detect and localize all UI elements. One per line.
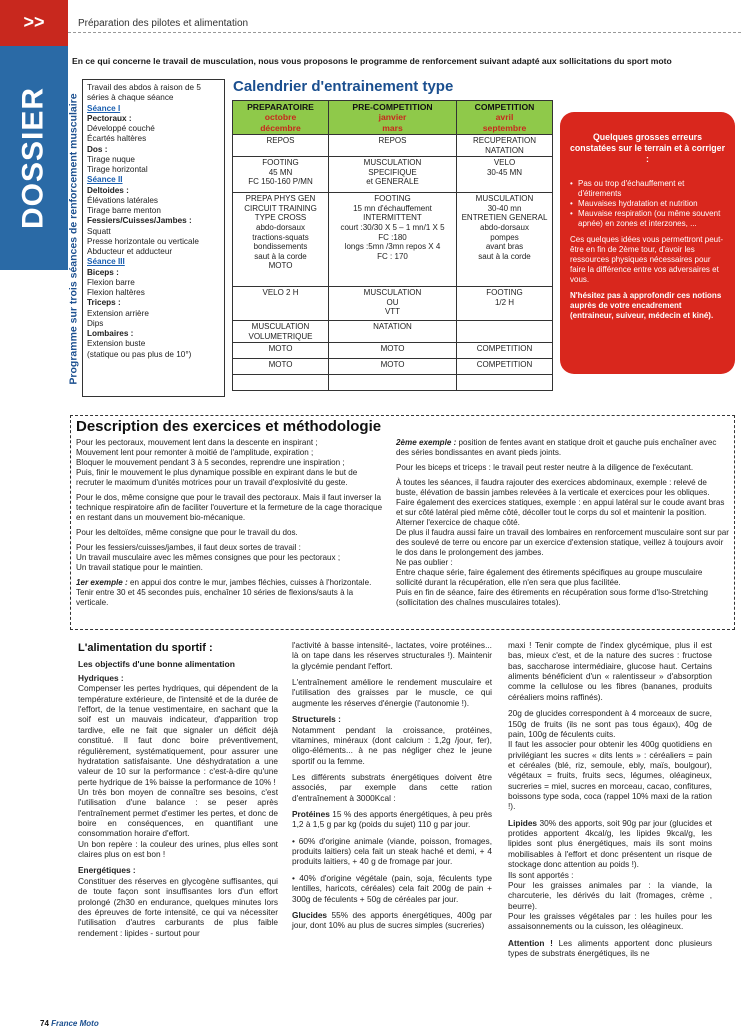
description-paragraph: Pour les pectoraux, mouvement lent dans la descente en inspirant ; Mouvement lent pour remonter à moitié de l'amplitude, expiration ; Bloquer le mouvement pendant 3 à 5 secondes, reprendre une inspiration ; Puis, finir le mouvement le plus dynamique possible en expirant dans le but de recruter le maximum d'unités motrices pour un travail d'explosivité du geste. xyxy=(76,438,358,488)
calendar-cell: MUSCULATION OU VTT xyxy=(329,287,457,321)
alimentation-paragraph xyxy=(292,677,492,708)
period-name: PREPARATOIRE xyxy=(247,102,314,112)
calendar-cell xyxy=(457,375,553,391)
section-chevron: >> xyxy=(0,0,68,46)
period-start: octobre xyxy=(264,112,297,123)
exercise-item: Extension buste xyxy=(87,339,146,349)
calendar-header-1 xyxy=(233,101,329,135)
alimentation-paragraph xyxy=(78,673,278,859)
intro-text: En ce qui concerne le travail de musculation, nous vous proposons le programme de renforcement suivant adapté aux sollicitations du sport moto xyxy=(72,56,672,66)
error-item: • Mauvaises hydratation et nutrition xyxy=(570,199,725,209)
exercise-item: Écartés haltères xyxy=(87,134,147,144)
alimentation-paragraph xyxy=(292,836,492,867)
alimentation-text: maxi ! Tenir compte de l'index glycémique, plus il est bas, mieux c'est, et de la nature des sucres : fructose bas, saccharose intermédiaire, glucose haut. Certains aliments bénéficient d'un « ralentisseur » d'absorption comme la cellulose ou les fibres (bananes, produits céréaliers moins raffinés). xyxy=(508,640,712,702)
exercise-item: Tirage horizontal xyxy=(87,165,148,174)
description-paragraph: Pour les biceps et triceps : le travail peut rester neutre à la diligence de l'exécutant. xyxy=(396,463,694,473)
exercise-item: Flexion haltères xyxy=(87,288,145,297)
calendar-cell: FOOTING 1/2 H xyxy=(457,287,553,321)
calendar-header-3 xyxy=(457,101,553,135)
alimentation-heading: Hydriques : xyxy=(78,673,124,683)
period-end: décembre xyxy=(260,122,301,133)
alimentation-heading: Protéines xyxy=(292,809,330,820)
calendar-cell: MUSCULATION VOLUMETRIQUE xyxy=(233,321,329,343)
alimentation-paragraph xyxy=(508,938,712,959)
alimentation-heading: Energétiques : xyxy=(78,865,136,876)
muscle-group: Pectoraux : xyxy=(87,113,132,123)
description-paragraph: Pour le dos, même consigne que pour le travail des pectoraux. Mais il faut inverser la technique respiratoire afin de faciliter l'ouverture et la fermeture de la cage thoracique en restant dans un mouvement bio-mécanique. xyxy=(76,493,383,523)
calendar-cell: VELO 30-45 MN xyxy=(457,157,553,193)
alimentation-paragraph xyxy=(292,714,492,766)
description-paragraph: À toutes les séances, il faudra rajouter des exercices abdominaux, exemple : relevé de buste, élévation de bassin jambes relevées à la verticale et exercices pour les obliques. Faire également des exercices statiques, exemple : en appui latéral sur le coude avant bras et sur côté latéral pied même côté, décoller tout le corps du sol et maintenir la position. Alterner l'exercice de chaque côté. De plus il faudra aussi faire un travail des lombaires en renforcement musculaire sont sur par des soulevé de terre ou encore par un exercice d'extension statique, veillez à toujours avoir le dos dans le prolongement des jambes. Ne pas oublier : Entre chaque série, faire également des étirements spécifiques au groupe musculaire sollicité durant la récupération, elle n'en sera que plus facilitée. Puis en fin de séance, faire des étirements en récupération sous forme d'Iso-Stretching (sollicitation des chaînes musculaires totales). xyxy=(396,478,729,608)
alimentation-text: 55% des apports énergétiques, 400g par jour, dont 10% au plus de sucres simples (sucreries) xyxy=(292,909,492,931)
program-box xyxy=(82,79,225,397)
alimentation-text: 15 % des apports énergétiques, à peu près 1,2 à 1,5 g par kg (poids du sujet) 110 g par jour. xyxy=(292,809,492,830)
period-end: septembre xyxy=(482,122,527,133)
alimentation-paragraph xyxy=(292,640,492,671)
description-right-column xyxy=(396,438,730,614)
session-heading: Séance III xyxy=(87,257,125,267)
alimentation-text: Notamment pendant la croissance, protéines, vitamines, minéraux (dont calcium : 1,2g /jour, fer), oligo-éléments... à ne pas négliger chez le jeune sportif ou la femme. xyxy=(292,724,492,766)
alimentation-paragraph xyxy=(292,910,492,931)
muscle-group: Biceps : xyxy=(87,267,119,277)
calendar-cell: VELO 2 H xyxy=(233,287,329,321)
header-title: Préparation des pilotes et alimentation xyxy=(78,18,249,29)
exercise-item: Travail des abdos à raison de 5 séries à chaque séance xyxy=(87,83,201,103)
exercise-item: Presse horizontale ou verticale xyxy=(87,236,199,246)
program-vertical-label: Programme sur trois séances de renforcement musculaire xyxy=(67,93,80,385)
alimentation-paragraph xyxy=(292,772,492,803)
description-paragraph: Pour les fessiers/cuisses/jambes, il faut deux sortes de travail : Un travail musculaire avec les mêmes consignes que pour les pectoraux ; Un travail statique pour le maintien. xyxy=(76,543,341,573)
exercise-item: Élévations latérales xyxy=(87,195,158,205)
errors-title: Quelques grosses erreurs constatées sur le terrain et à corriger : xyxy=(570,132,725,164)
alimentation-text: Les différents substrats énergétiques doivent être associés, par exemple dans cette ration d'entraînement à 3000Kcal : xyxy=(292,771,492,803)
errors-list xyxy=(570,179,725,229)
errors-paragraph: Ces quelques idées vous permettront peut-être en fin de 2ème tour, d'avoir les ressources physiques nécessaires pour faire la différence entre vos adversaires et vous. xyxy=(570,234,723,284)
exercise-item: Dips xyxy=(87,318,104,328)
exercise-item: Développé couché xyxy=(87,124,155,133)
period-end: mars xyxy=(382,122,403,133)
calendar-title: Calendrier d'entrainement type xyxy=(233,78,454,95)
session-heading: Séance II xyxy=(87,175,123,185)
alimentation-text: Constituer des réserves en glycogène suffisantes, qui de toute façon sont insuffisantes lors d'un effort prolongé (2h30 en endurance, quelques minutes lors des épreuves de forte intensité, ce qui va nécessiter l'utilisation d'autres carburants de plus faible rendement : lipides - surtout pour xyxy=(78,875,278,938)
exercise-item: Extension arrière xyxy=(87,308,149,318)
calendar-cell: NATATION xyxy=(329,321,457,343)
alimentation-paragraph xyxy=(78,865,278,938)
error-item: • Pas ou trop d'échauffement et d'étirements xyxy=(570,179,725,199)
calendar-cell xyxy=(457,321,553,343)
calendar-cell: FOOTING 45 MN FC 150-160 P/MN xyxy=(233,157,329,193)
calendar-cell: MUSCULATION 30-40 mn ENTRETIEN GENERAL abdo-dorsaux pompes avant bras saut à la corde xyxy=(457,193,553,287)
exercise-item: Tirage nuque xyxy=(87,154,135,164)
session-heading: Séance I xyxy=(87,103,121,113)
example-1-label: 1er exemple : xyxy=(76,578,128,588)
calendar-table xyxy=(232,100,553,391)
error-item: • Mauvaise respiration (ou même souvent apnée) en zones et interzones, ... xyxy=(570,209,725,229)
alimentation-text: 20g de glucides correspondent à 4 morceaux de sucre, 150g de fruits (ils ne sont pas tous égaux), 40g de pain, 100g de féculents cuits. Il faut les associer pour obtenir les 400g quotidiens en privilégiant les sucres « dits lents » : céréaliers = pain et céréales (blé, riz, semoule, ebly, maïs, boulgour), végétaux = fruits, fruits secs, légumes, oléagineux, sucreries = miel, sucres en morceau, cacao, confitures, boissons type soda, coca (rappel 10% maxi de la ration !). xyxy=(508,708,712,812)
calendar-cell: REPOS xyxy=(329,134,457,156)
example-1 xyxy=(76,578,386,608)
header-divider xyxy=(68,32,741,33)
period-start: janvier xyxy=(378,112,407,123)
muscle-group: Dos : xyxy=(87,144,108,154)
calendar-cell: FOOTING 15 mn d'échauffement INTERMITTENT court :30/30 X 5 – 1 mn/1 X 5 FC :180 longs :5mn /3mn repos X 4 FC : 170 xyxy=(329,193,457,287)
muscle-group: Triceps : xyxy=(87,298,121,308)
alimentation-text: • 40% d'origine végétale (pain, soja, féculents type lentilles, haricots, céréales) cela fait 200g de pain + 300g de féculents + 50g de céréales par jour. xyxy=(292,872,492,904)
alimentation-heading: Structurels : xyxy=(292,714,341,725)
exercise-item: Squatt xyxy=(87,226,111,236)
alimentation-subtitle: Les objectifs d'une bonne alimentation xyxy=(78,659,235,669)
muscle-group: Lombaires : xyxy=(87,329,134,338)
description-left-column xyxy=(76,438,386,608)
alimentation-heading: Lipides xyxy=(508,817,538,828)
alimentation-heading: Attention ! xyxy=(508,937,553,948)
calendar-cell: MOTO xyxy=(329,359,457,375)
magazine-name: France Moto xyxy=(51,1019,99,1028)
example-2-text: position de fentes avant en statique droit et gauche puis enchaîner avec des séries bondissantes en avant pieds joints. xyxy=(396,438,717,458)
calendar-cell: COMPETITION xyxy=(457,359,553,375)
period-name: COMPETITION xyxy=(474,102,535,112)
example-2 xyxy=(396,438,730,458)
alimentation-text: Les aliments apportent donc plusieurs types de substrats énergétiques, ils ne xyxy=(508,937,712,959)
calendar-cell: RECUPERATION NATATION xyxy=(457,134,553,156)
alimentation-text: l'activité à basse intensité-, lactates, voire protéines... là on tape dans les réserves structurales !). Maintenir la glycémie pendant l'effort. xyxy=(292,640,492,671)
exercise-item: Flexion barre xyxy=(87,277,135,287)
page-number: 74 xyxy=(40,1019,49,1028)
exercise-item: Abducteur et adducteur xyxy=(87,247,173,256)
calendar-cell: MOTO xyxy=(233,359,329,375)
period-start: avril xyxy=(495,112,514,123)
calendar-cell xyxy=(233,375,329,391)
footer xyxy=(40,1019,99,1029)
exercise-item: (statique ou pas plus de 10°) xyxy=(87,349,192,359)
muscle-group: Fessiers/Cuisses/Jambes : xyxy=(87,216,192,226)
errors-advice: N'hésitez pas à approfondir ces notions auprès de votre encadrement (entraineur, suiveur, médecin et kiné). xyxy=(570,290,722,320)
errors-box xyxy=(560,112,735,374)
alimentation-text: 30% des apports, soit 90g par jour (glucides et protides apportent 4kcal/g, les lipides 9kcal/g, les lipides sont plus énergétiques, mais ils sont moins mobilisables à l'effort et donc présentent un risque de stockage donc attention au poids !). Ils sont apportés : Pour les graisses animales par : la viande, la charcuterie, les dérivés du lait (fromages, crème , beurre). Pour les graisses végétales par : les huiles pour les assaisonnements ou la cuisson, les oléagineux. xyxy=(508,817,712,932)
alimentation-text: • 60% d'origine animale (viande, poisson, fromages, produits laitiers) cela fait un steak haché et demi, + 4 produits laitiers, + 40 g de fromage par jour. xyxy=(292,835,492,867)
calendar-cell: MUSCULATION SPECIFIQUE et GENERALE xyxy=(329,157,457,193)
alimentation-column-1 xyxy=(78,673,278,944)
alimentation-paragraph xyxy=(508,708,712,812)
calendar-cell: COMPETITION xyxy=(457,343,553,359)
alimentation-text: Compenser les pertes hydriques, qui dépendent de la température extérieure, de l'intensité et de la durée de l'effort, de la tenue vestimentaire, en sachant que la soif est un mauvais indicateur, d'apparition trop tardive, elle ne fait que signaler un déficit déjà constitué. Il faut donc boire préventivement, régulièrement, systématiquement, pour assurer une hydratation satisfaisante. Une déshydratation a une valeur de 10 sur la performance : c'est-à-dire qu'une perte hydrique de 1% baisse la performance de 10% ! Un très bon moyen de connaître ses besoins, c'est l'utilisation d'une balance : se peser après l'entraînement permet d'estimer les pertes, et donc de boire en conséquences, en quantifiant une consommation horaire d'effort. Un bon repère : la couleur des urines, plus elles sont claires plus on est bon ! xyxy=(78,683,278,860)
description-title: Description des exercices et méthodologie xyxy=(76,418,382,435)
alimentation-text: L'entraînement améliore le rendement musculaire et l'utilisation des graisses par le muscle, ce qui augmente les réserves d'énergie (l'autonomie !). xyxy=(292,677,492,708)
alimentation-column-2 xyxy=(292,640,492,937)
description-paragraph: Pour les deltoïdes, même consigne que pour le travail du dos. xyxy=(76,528,298,538)
calendar-header-2 xyxy=(329,101,457,135)
calendar-cell: REPOS xyxy=(233,134,329,156)
period-name: PRE-COMPETITION xyxy=(352,102,433,112)
calendar-cell xyxy=(329,375,457,391)
alimentation-column-3 xyxy=(508,640,712,964)
alimentation-paragraph xyxy=(292,873,492,904)
calendar-cell: MOTO xyxy=(329,343,457,359)
muscle-group: Deltoides : xyxy=(87,185,129,195)
alimentation-paragraph xyxy=(292,809,492,830)
alimentation-heading: Glucides xyxy=(292,909,328,920)
alimentation-paragraph xyxy=(508,640,712,702)
exercise-item: Tirage barre menton xyxy=(87,206,161,215)
example-2-label: 2ème exemple : xyxy=(396,438,457,447)
calendar-cell: PREPA PHYS GEN CIRCUIT TRAINING TYPE CROSS abdo-dorsaux tractions-squats bondissements saut à la corde MOTO xyxy=(233,193,329,287)
alimentation-paragraph xyxy=(508,818,712,932)
dossier-band xyxy=(0,46,68,270)
calendar-cell: MOTO xyxy=(233,343,329,359)
spacer xyxy=(396,609,730,614)
example-1-text: en appui dos contre le mur, jambes fléchies, cuisses à l'horizontale. Tenir entre 30 et 45 secondes puis, enchaîner 10 séries de flexions/sauts à la verticale. xyxy=(76,578,372,608)
alimentation-title: L'alimentation du sportif : xyxy=(78,642,213,654)
dossier-label: DOSSIER xyxy=(16,86,50,230)
